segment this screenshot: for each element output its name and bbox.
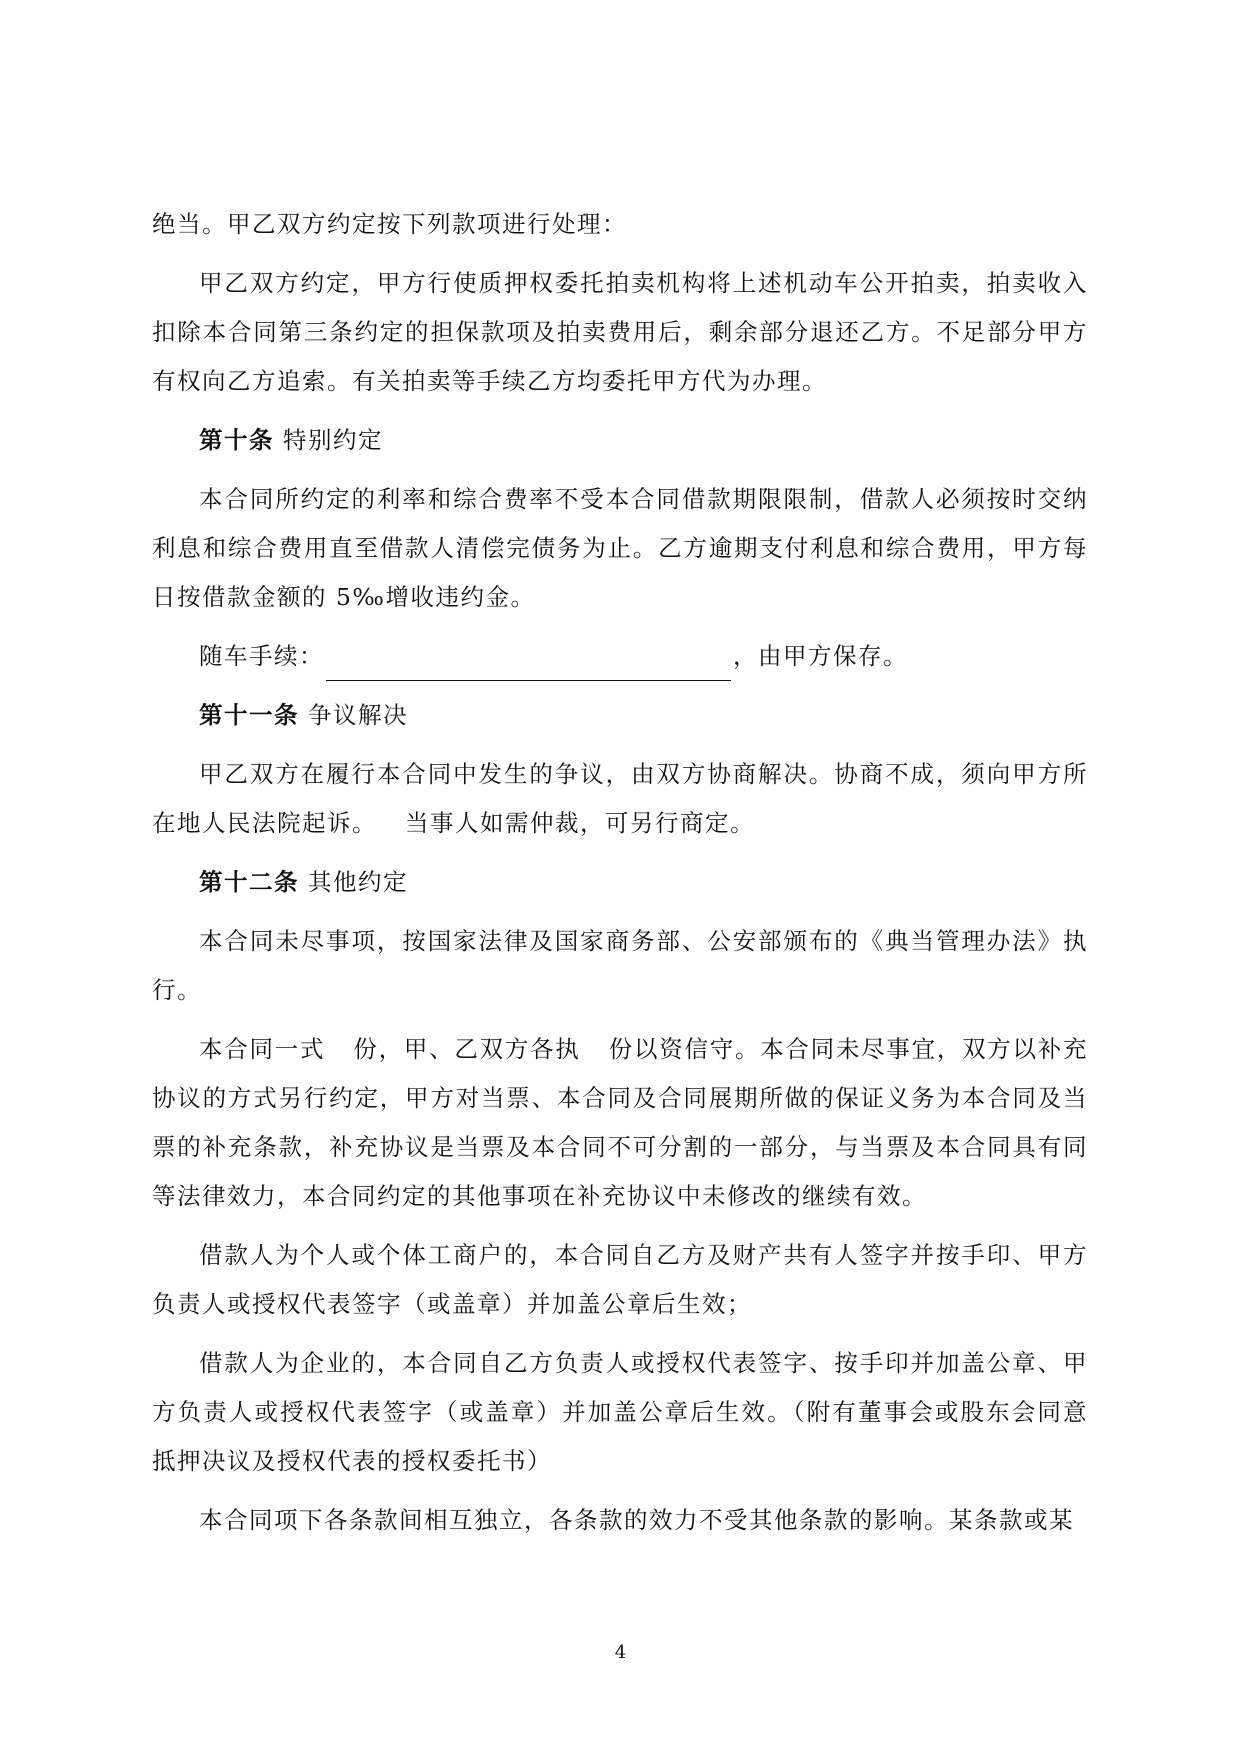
paragraph-severability: 本合同项下各条款间相互独立，各条款的效力不受其他条款的影响。某条款或某 (199, 1506, 1074, 1534)
paragraph-enterprise-borrower: 借款人为企业的，本合同自乙方负责人或授权代表签字、按手印并加盖公章、甲方负责人或授权代表签字（或盖章）并加盖公章后生效。（附有董事会或股东会同意抵押决议及授权代表的授权委托书） (152, 1349, 1088, 1475)
paragraph-continuation: 绝当。甲乙双方约定按下列款项进行处理： (152, 210, 627, 238)
article-12-number: 第十二条 (199, 868, 299, 896)
paragraph-interest-rate: 本合同所约定的利率和综合费率不受本合同借款期限限制，借款人必须按时交纳利息和综合费用直至借款人清偿完债务为止。乙方逾期支付利息和综合费用，甲方每日按借款金额的 5‰增收违约金。 (152, 485, 1088, 611)
article-11-number: 第十一条 (199, 701, 299, 729)
vehicle-documents-label: 随车手续： (199, 642, 324, 670)
vehicle-documents-blank-line (326, 650, 731, 681)
copies-text-c: 份以资信守。本合同未尽事宜，双方以补充协议的方式另行约定，甲方对当票、本合同及合同展期所做的保证义务为本合同及当票的补充条款，补充协议是当票及本合同不可分割的一部分，与当票及本合同具有同等法律效力，本合同约定的其他事项在补充协议中未修改的继续有效。 (152, 1035, 1089, 1210)
page-number: 4 (614, 1642, 627, 1663)
paragraph-vehicle-documents (152, 632, 1088, 681)
article-10-title: 特别约定 (282, 426, 383, 454)
article-12-title: 其他约定 (307, 868, 408, 896)
article-11-title: 争议解决 (307, 701, 408, 729)
paragraph-auction: 甲乙双方约定，甲方行使质押权委托拍卖机构将上述机动车公开拍卖，拍卖收入扣除本合同第三条约定的担保款项及拍卖费用后，剩余部分退还乙方。不足部分甲方有权向乙方追索。有关拍卖等手续乙方均委托甲方代为办理。 (152, 269, 1088, 395)
arbitration-text: 当事人如需仲裁，可另行商定。 (405, 809, 755, 837)
copies-text-a: 本合同一式 (199, 1035, 326, 1063)
paragraph-copies (152, 1025, 1088, 1221)
vehicle-documents-suffix: ，由甲方保存。 (733, 642, 908, 670)
paragraph-individual-borrower: 借款人为个人或个体工商户的，本合同自乙方及财产共有人签字并按手印、甲方负责人或授权代表签字（或盖章）并加盖公章后生效； (152, 1241, 1088, 1318)
dispute-text: 甲乙双方在履行本合同中发生的争议，由双方协商解决。协商不成，须向甲方所在地人民法院起诉。 (152, 760, 1088, 837)
paragraph-dispute (152, 750, 1088, 848)
paragraph-unaddressed-matters: 本合同未尽事项，按国家法律及国家商务部、公安部颁布的《典当管理办法》执行。 (152, 927, 1088, 1004)
copies-text-b: 份，甲、乙双方各执 (353, 1035, 581, 1063)
article-12-heading (152, 858, 1088, 907)
document-body (152, 200, 1088, 1555)
article-11-heading (152, 691, 1088, 740)
article-10-heading (152, 416, 1088, 465)
article-10-number: 第十条 (199, 426, 274, 454)
